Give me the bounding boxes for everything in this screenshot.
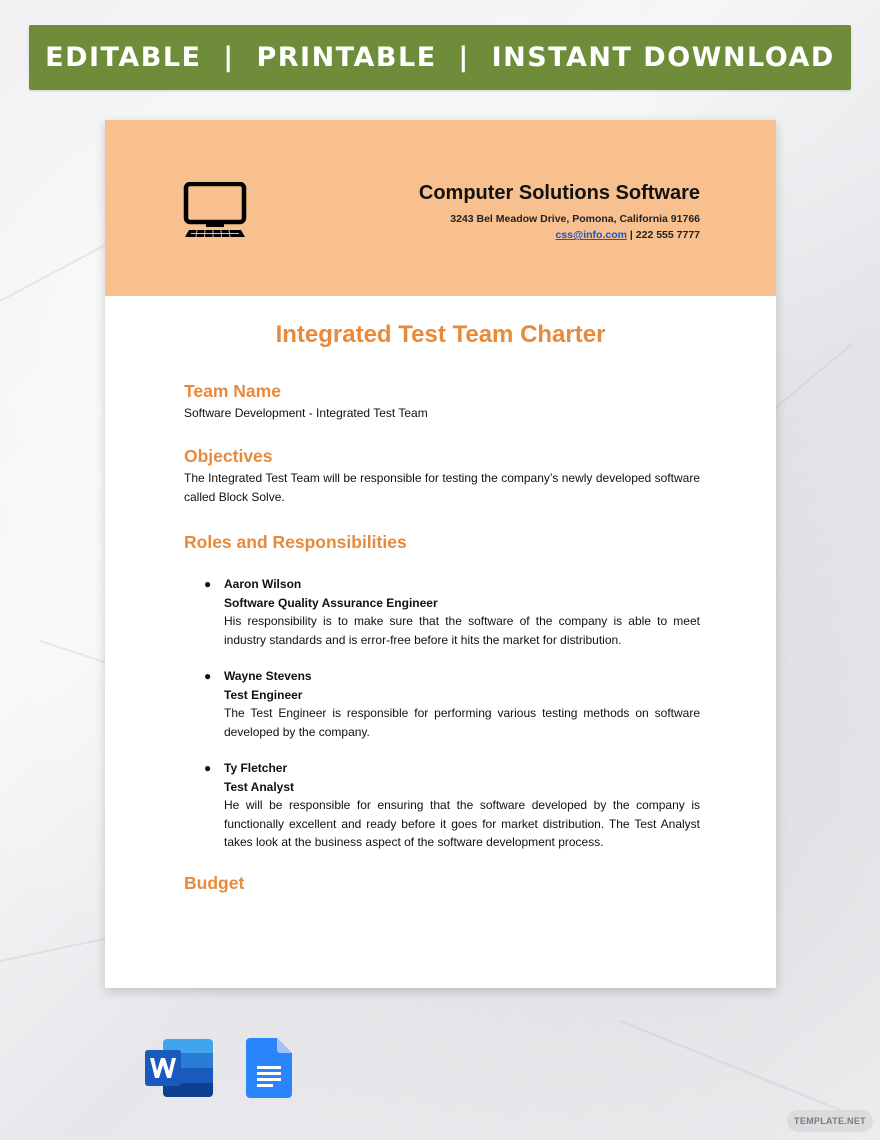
roles-list bbox=[184, 575, 700, 852]
template-net-watermark: TEMPLATE.NET bbox=[787, 1110, 873, 1132]
role-title: Software Quality Assurance Engineer bbox=[224, 595, 438, 610]
bullet-icon: ● bbox=[204, 577, 212, 591]
bullet-icon: ● bbox=[204, 669, 212, 683]
team-name-heading: Team Name bbox=[184, 381, 281, 401]
role-description: He will be responsible for ensuring that the software developed by the company is functionally excellent and ready before it goes for market distribution. The Test Analyst takes look at the business aspect of the software development process. bbox=[224, 798, 700, 849]
role-name: Aaron Wilson bbox=[224, 577, 302, 591]
roles-heading: Roles and Responsibilities bbox=[184, 532, 407, 552]
document-page bbox=[105, 120, 776, 988]
role-item bbox=[184, 667, 700, 741]
objectives-text: The Integrated Test Team will be responsible for testing the company’s newly developed software called Block Solve. bbox=[184, 471, 700, 504]
google-docs-icon[interactable] bbox=[246, 1038, 292, 1098]
role-title: Test Analyst bbox=[224, 779, 295, 794]
role-item bbox=[184, 759, 700, 852]
promo-banner bbox=[29, 25, 851, 90]
microsoft-word-icon[interactable] bbox=[145, 1038, 213, 1098]
company-address: 3243 Bel Meadow Drive, Pomona, California 91766 bbox=[450, 213, 700, 225]
company-email-link[interactable]: css@info.com bbox=[555, 229, 627, 241]
desktop-computer-icon bbox=[183, 182, 247, 238]
role-name: Wayne Stevens bbox=[224, 669, 312, 683]
role-name: Ty Fletcher bbox=[224, 761, 288, 775]
contact-separator: | bbox=[626, 229, 636, 241]
role-item bbox=[184, 575, 700, 649]
company-contact bbox=[419, 229, 700, 241]
role-title: Test Engineer bbox=[224, 687, 303, 702]
bullet-icon: ● bbox=[204, 761, 212, 775]
company-name: Computer Solutions Software bbox=[418, 182, 700, 204]
company-info bbox=[419, 182, 700, 241]
document-body bbox=[184, 378, 700, 896]
team-name-text: Software Development - Integrated Test Team bbox=[184, 406, 428, 420]
letterhead bbox=[105, 120, 776, 296]
role-description: The Test Engineer is responsible for performing various testing methods on software developed by the company. bbox=[224, 706, 700, 739]
budget-heading: Budget bbox=[184, 872, 245, 893]
promo-banner-text: EDITABLE | PRINTABLE | INSTANT DOWNLOAD bbox=[45, 42, 835, 73]
company-phone: 222 555 7777 bbox=[635, 229, 700, 241]
objectives-heading: Objectives bbox=[184, 446, 273, 466]
role-description: His responsibility is to make sure that the software of the company is able to meet industry standards and is error-free before it hits the market for distribution. bbox=[224, 614, 700, 647]
document-title: Integrated Test Team Charter bbox=[275, 321, 606, 348]
